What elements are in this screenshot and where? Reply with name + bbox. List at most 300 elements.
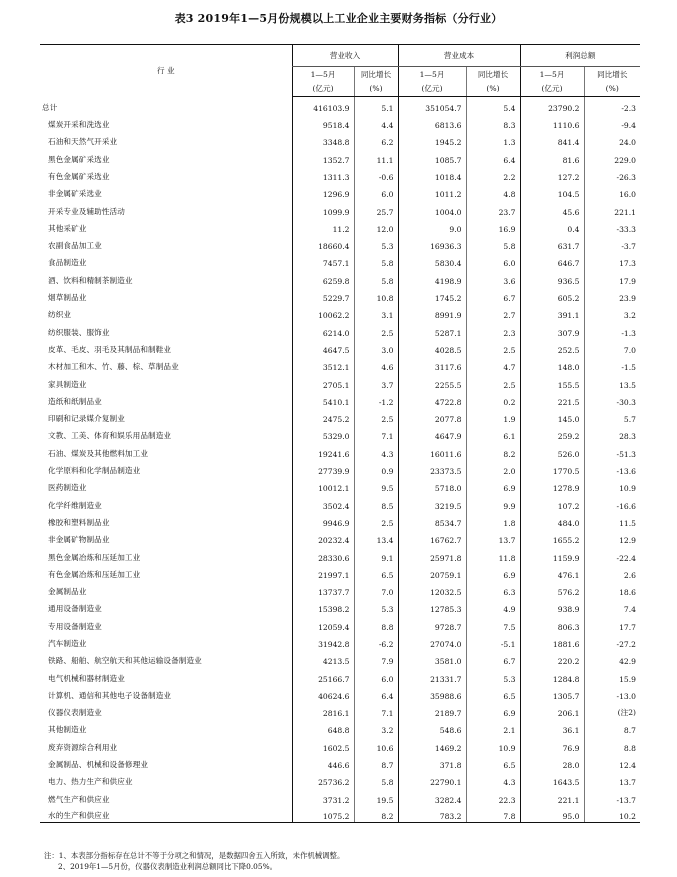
revenue-growth: 8.8 xyxy=(354,615,398,632)
industry-name: 有色金属矿采选业 xyxy=(48,171,110,181)
profit-growth: 2.6 xyxy=(584,564,640,581)
cost-value: 4647.9 xyxy=(398,425,466,442)
table-row xyxy=(40,442,640,459)
cost-growth: 5.3 xyxy=(466,667,520,684)
revenue-unit: (亿元) xyxy=(292,82,354,97)
table-row xyxy=(40,685,640,702)
table-row xyxy=(40,564,640,581)
table-row xyxy=(40,581,640,598)
cost-value: 16011.6 xyxy=(398,442,466,459)
revenue-growth: 6.2 xyxy=(354,131,398,148)
cost-value: 1011.2 xyxy=(398,183,466,200)
table-row xyxy=(40,477,640,494)
revenue-value: 3348.8 xyxy=(292,131,354,148)
cost-growth: 6.4 xyxy=(466,148,520,165)
table-row xyxy=(40,771,640,788)
profit-value: 36.1 xyxy=(520,719,584,736)
profit-value: 28.0 xyxy=(520,754,584,771)
cost-value: 16762.7 xyxy=(398,529,466,546)
revenue-value: 6214.0 xyxy=(292,321,354,338)
cost-growth: 4.3 xyxy=(466,771,520,788)
profit-value: 145.0 xyxy=(520,408,584,425)
revenue-value: 31942.8 xyxy=(292,633,354,650)
revenue-growth-header: 同比增长 xyxy=(354,67,398,82)
revenue-growth: 12.0 xyxy=(354,218,398,235)
profit-value: 1881.6 xyxy=(520,633,584,650)
cost-growth: 5.4 xyxy=(466,97,520,114)
table-row xyxy=(40,667,640,684)
cost-value: 3581.0 xyxy=(398,650,466,667)
industry-name: 纺织业 xyxy=(48,310,72,320)
revenue-value: 5329.0 xyxy=(292,425,354,442)
profit-growth: 24.0 xyxy=(584,131,640,148)
revenue-value: 28330.6 xyxy=(292,546,354,563)
footnote-1: 注：1、本表部分指标存在总计不等于分项之和情况，是数据四舍五入所致，未作机械调整。 xyxy=(44,851,345,860)
industry-name: 水的生产和供应业 xyxy=(40,806,292,823)
cost-growth: -5.1 xyxy=(466,633,520,650)
cost-value: 1018.4 xyxy=(398,166,466,183)
industry-name: 电力、热力生产和供应业 xyxy=(48,777,133,787)
profit-growth: 11.5 xyxy=(584,512,640,529)
profit-growth: -9.4 xyxy=(584,114,640,131)
cost-value: 371.8 xyxy=(398,754,466,771)
revenue-value: 1099.9 xyxy=(292,200,354,217)
cost-growth: 6.5 xyxy=(466,685,520,702)
cost-growth: 2.3 xyxy=(466,321,520,338)
cost-growth: 2.0 xyxy=(466,460,520,477)
cost-growth: 8.2 xyxy=(466,442,520,459)
revenue-value: 21997.1 xyxy=(292,564,354,581)
cost-growth: 7.8 xyxy=(466,806,520,823)
profit-value: 938.9 xyxy=(520,598,584,615)
cost-value: 6813.6 xyxy=(398,114,466,131)
industry-name: 石油和天然气开采业 xyxy=(48,137,118,147)
cost-growth: 4.8 xyxy=(466,183,520,200)
revenue-growth: 5.1 xyxy=(354,97,398,114)
table-row xyxy=(40,391,640,408)
revenue-growth: 2.5 xyxy=(354,321,398,338)
profit-value: 1655.2 xyxy=(520,529,584,546)
revenue-value: 27739.9 xyxy=(292,460,354,477)
table-row xyxy=(40,650,640,667)
cost-growth: 9.9 xyxy=(466,494,520,511)
cost-growth: 22.3 xyxy=(466,788,520,805)
industry-name: 皮革、毛皮、羽毛及其制品和制鞋业 xyxy=(48,344,172,354)
profit-growth: 10.9 xyxy=(584,477,640,494)
revenue-value: 1075.2 xyxy=(292,806,354,823)
cost-growth: 6.7 xyxy=(466,287,520,304)
revenue-value: 416103.9 xyxy=(292,97,354,114)
profit-value: 23790.2 xyxy=(520,97,584,114)
profit-growth-unit: (%) xyxy=(584,82,640,97)
industry-name: 化学纤维制造业 xyxy=(48,500,102,510)
cost-value: 27074.0 xyxy=(398,633,466,650)
industry-name: 废弃资源综合利用业 xyxy=(48,742,118,752)
cost-growth: 6.3 xyxy=(466,581,520,598)
profit-value: 0.4 xyxy=(520,218,584,235)
revenue-growth: 5.3 xyxy=(354,235,398,252)
profit-value: 45.6 xyxy=(520,200,584,217)
profit-growth: 12.9 xyxy=(584,529,640,546)
profit-value: 646.7 xyxy=(520,252,584,269)
profit-value: 1305.7 xyxy=(520,685,584,702)
cost-value: 2189.7 xyxy=(398,702,466,719)
cost-period-header: 1—5月 xyxy=(398,67,466,82)
cost-value: 4722.8 xyxy=(398,391,466,408)
profit-growth-header: 同比增长 xyxy=(584,67,640,82)
revenue-growth: 4.6 xyxy=(354,356,398,373)
cost-growth-unit: (%) xyxy=(466,82,520,97)
revenue-growth: 3.7 xyxy=(354,373,398,390)
revenue-growth: 7.1 xyxy=(354,425,398,442)
profit-growth: -3.7 xyxy=(584,235,640,252)
profit-growth: -13.6 xyxy=(584,460,640,477)
profit-value: 259.2 xyxy=(520,425,584,442)
revenue-growth: 10.6 xyxy=(354,736,398,753)
revenue-value: 20232.4 xyxy=(292,529,354,546)
revenue-growth: 4.4 xyxy=(354,114,398,131)
revenue-value: 2816.1 xyxy=(292,702,354,719)
table-row xyxy=(40,287,640,304)
profit-period-header: 1—5月 xyxy=(520,67,584,82)
revenue-growth: 5.8 xyxy=(354,252,398,269)
revenue-value: 5410.1 xyxy=(292,391,354,408)
table-row xyxy=(40,235,640,252)
table-row xyxy=(40,304,640,321)
cost-value: 9.0 xyxy=(398,218,466,235)
profit-growth: -16.6 xyxy=(584,494,640,511)
cost-growth: 6.1 xyxy=(466,425,520,442)
industry-name: 黑色金属冶炼和压延加工业 xyxy=(48,552,141,562)
profit-value: 95.0 xyxy=(520,806,584,823)
industry-finance-table xyxy=(40,44,640,823)
profit-value: 605.2 xyxy=(520,287,584,304)
table-row xyxy=(40,356,640,373)
table-row xyxy=(40,269,640,286)
industry-name: 烟草制品业 xyxy=(48,293,87,303)
cost-growth: 4.9 xyxy=(466,598,520,615)
profit-value: 1770.5 xyxy=(520,460,584,477)
revenue-growth: 9.1 xyxy=(354,546,398,563)
table-row xyxy=(40,702,640,719)
profit-growth: -27.2 xyxy=(584,633,640,650)
revenue-growth: 7.0 xyxy=(354,581,398,598)
revenue-value: 12059.4 xyxy=(292,615,354,632)
industry-name: 金属制品业 xyxy=(48,587,87,597)
profit-growth: 28.3 xyxy=(584,425,640,442)
revenue-value: 15398.2 xyxy=(292,598,354,615)
cost-value: 12032.5 xyxy=(398,581,466,598)
table-row xyxy=(40,598,640,615)
industry-name: 仪器仪表制造业 xyxy=(48,708,102,718)
cost-growth: 4.7 xyxy=(466,356,520,373)
cost-growth: 0.2 xyxy=(466,391,520,408)
revenue-growth: 3.1 xyxy=(354,304,398,321)
industry-name: 非金属矿采选业 xyxy=(48,189,102,199)
profit-value: 631.7 xyxy=(520,235,584,252)
profit-value: 576.2 xyxy=(520,581,584,598)
cost-growth: 1.3 xyxy=(466,131,520,148)
industry-name: 其他采矿业 xyxy=(48,223,87,233)
cost-value: 1469.2 xyxy=(398,736,466,753)
cost-growth: 2.2 xyxy=(466,166,520,183)
profit-value: 841.4 xyxy=(520,131,584,148)
cost-value: 4198.9 xyxy=(398,269,466,286)
revenue-growth: 6.4 xyxy=(354,685,398,702)
cost-value: 8534.7 xyxy=(398,512,466,529)
revenue-growth: 19.5 xyxy=(354,788,398,805)
revenue-value: 1602.5 xyxy=(292,736,354,753)
revenue-growth: 5.3 xyxy=(354,598,398,615)
industry-name: 金属制品、机械和设备修理业 xyxy=(48,760,149,770)
cost-value: 1004.0 xyxy=(398,200,466,217)
profit-growth: -30.3 xyxy=(584,391,640,408)
cost-value: 5830.4 xyxy=(398,252,466,269)
industry-name: 医药制造业 xyxy=(48,483,87,493)
table-row xyxy=(40,166,640,183)
revenue-growth: 9.5 xyxy=(354,477,398,494)
cost-value: 4028.5 xyxy=(398,339,466,356)
cost-growth: 13.7 xyxy=(466,529,520,546)
table-row xyxy=(40,339,640,356)
cost-growth: 6.0 xyxy=(466,252,520,269)
profit-value: 806.3 xyxy=(520,615,584,632)
profit-value: 221.5 xyxy=(520,391,584,408)
cost-value: 783.2 xyxy=(398,806,466,823)
profit-growth: -33.3 xyxy=(584,218,640,235)
industry-name: 石油、煤炭及其他燃料加工业 xyxy=(48,448,149,458)
profit-growth: 15.9 xyxy=(584,667,640,684)
cost-unit: (亿元) xyxy=(398,82,466,97)
profit-value: 484.0 xyxy=(520,512,584,529)
table-row xyxy=(40,615,640,632)
revenue-value: 4213.5 xyxy=(292,650,354,667)
cost-value: 21331.7 xyxy=(398,667,466,684)
profit-growth: 13.5 xyxy=(584,373,640,390)
cost-value: 22790.1 xyxy=(398,771,466,788)
industry-name: 黑色金属矿采选业 xyxy=(48,154,110,164)
revenue-value: 25166.7 xyxy=(292,667,354,684)
table-row xyxy=(40,321,640,338)
table-row xyxy=(40,529,640,546)
profit-value: 104.5 xyxy=(520,183,584,200)
cost-value: 3117.6 xyxy=(398,356,466,373)
cost-value: 2077.8 xyxy=(398,408,466,425)
table-row xyxy=(40,633,640,650)
table-row xyxy=(40,114,640,131)
revenue-value: 446.6 xyxy=(292,754,354,771)
industry-name: 通用设备制造业 xyxy=(48,604,102,614)
profit-value: 526.0 xyxy=(520,442,584,459)
revenue-growth: 3.2 xyxy=(354,719,398,736)
profit-growth: 17.3 xyxy=(584,252,640,269)
industry-name: 总计 xyxy=(42,102,58,112)
revenue-value: 13737.7 xyxy=(292,581,354,598)
cost-growth: 2.1 xyxy=(466,719,520,736)
table-row xyxy=(40,408,640,425)
profit-growth: 16.0 xyxy=(584,183,640,200)
profit-value: 1643.5 xyxy=(520,771,584,788)
revenue-growth: 6.0 xyxy=(354,183,398,200)
revenue-value: 2705.1 xyxy=(292,373,354,390)
industry-name: 铁路、船舶、航空航天和其他运输设备制造业 xyxy=(48,656,202,666)
revenue-growth: 4.3 xyxy=(354,442,398,459)
table-row xyxy=(40,512,640,529)
cost-group-header: 营业成本 xyxy=(398,45,520,67)
profit-value: 1284.8 xyxy=(520,667,584,684)
industry-name: 造纸和纸制品业 xyxy=(48,396,102,406)
cost-growth: 8.3 xyxy=(466,114,520,131)
revenue-value: 6259.8 xyxy=(292,269,354,286)
cost-value: 1745.2 xyxy=(398,287,466,304)
table-header xyxy=(40,45,640,97)
cost-value: 548.6 xyxy=(398,719,466,736)
industry-name: 橡胶和塑料制品业 xyxy=(48,517,110,527)
table-row xyxy=(40,494,640,511)
cost-growth: 5.8 xyxy=(466,235,520,252)
table-row xyxy=(40,736,640,753)
cost-value: 3219.5 xyxy=(398,494,466,511)
revenue-growth: 10.8 xyxy=(354,287,398,304)
cost-value: 3282.4 xyxy=(398,788,466,805)
table-row xyxy=(40,200,640,217)
industry-name: 汽车制造业 xyxy=(48,639,87,648)
table-row xyxy=(40,754,640,771)
revenue-value: 25736.2 xyxy=(292,771,354,788)
cost-value: 8991.9 xyxy=(398,304,466,321)
cost-growth: 23.7 xyxy=(466,200,520,217)
profit-growth: 17.9 xyxy=(584,269,640,286)
industry-name: 农副食品加工业 xyxy=(48,241,102,251)
revenue-value: 3502.4 xyxy=(292,494,354,511)
cost-value: 35988.6 xyxy=(398,685,466,702)
profit-value: 127.2 xyxy=(520,166,584,183)
cost-value: 25971.8 xyxy=(398,546,466,563)
revenue-value: 5229.7 xyxy=(292,287,354,304)
revenue-growth: 11.1 xyxy=(354,148,398,165)
profit-value: 221.1 xyxy=(520,788,584,805)
profit-growth: 5.7 xyxy=(584,408,640,425)
profit-growth: 7.4 xyxy=(584,598,640,615)
cost-value: 12785.3 xyxy=(398,598,466,615)
footnotes xyxy=(44,850,344,872)
cost-growth: 6.9 xyxy=(466,564,520,581)
table-row xyxy=(40,131,640,148)
profit-growth: 42.9 xyxy=(584,650,640,667)
profit-value: 76.9 xyxy=(520,736,584,753)
industry-name: 专用设备制造业 xyxy=(48,621,102,631)
profit-growth: 18.6 xyxy=(584,581,640,598)
industry-name: 家具制造业 xyxy=(48,379,87,389)
revenue-value: 2475.2 xyxy=(292,408,354,425)
industry-column-header: 行 业 xyxy=(40,45,292,97)
revenue-value: 1311.3 xyxy=(292,166,354,183)
table-row xyxy=(40,148,640,165)
cost-value: 16936.3 xyxy=(398,235,466,252)
table-row xyxy=(40,252,640,269)
revenue-value: 648.8 xyxy=(292,719,354,736)
revenue-growth: 8.2 xyxy=(354,806,398,823)
profit-growth: -1.3 xyxy=(584,321,640,338)
industry-name: 食品制造业 xyxy=(48,258,87,268)
revenue-value: 1296.9 xyxy=(292,183,354,200)
table-row xyxy=(40,806,640,823)
profit-growth: -2.3 xyxy=(584,97,640,114)
cost-growth: 6.7 xyxy=(466,650,520,667)
industry-name: 非金属矿物制品业 xyxy=(48,535,110,545)
cost-growth: 3.6 xyxy=(466,269,520,286)
revenue-growth: 2.5 xyxy=(354,512,398,529)
profit-growth: -26.3 xyxy=(584,166,640,183)
profit-growth: -51.3 xyxy=(584,442,640,459)
cost-value: 2255.5 xyxy=(398,373,466,390)
cost-growth-header: 同比增长 xyxy=(466,67,520,82)
table-row xyxy=(40,97,640,114)
footnote-2: 2、2019年1—5月份，仪器仪表制造业利润总额同比下降0.05%。 xyxy=(58,862,277,871)
cost-value: 5718.0 xyxy=(398,477,466,494)
profit-growth: -13.7 xyxy=(584,788,640,805)
revenue-period-header: 1—5月 xyxy=(292,67,354,82)
cost-growth: 16.9 xyxy=(466,218,520,235)
profit-value: 148.0 xyxy=(520,356,584,373)
revenue-growth: 7.1 xyxy=(354,702,398,719)
industry-name: 计算机、通信和其他电子设备制造业 xyxy=(48,690,172,700)
revenue-growth: 6.0 xyxy=(354,667,398,684)
revenue-value: 7457.1 xyxy=(292,252,354,269)
industry-name: 酒、饮料和精制茶制造业 xyxy=(48,275,133,285)
profit-growth: 8.7 xyxy=(584,719,640,736)
revenue-value: 1352.7 xyxy=(292,148,354,165)
profit-value: 936.5 xyxy=(520,269,584,286)
cost-growth: 6.9 xyxy=(466,702,520,719)
revenue-growth: 0.9 xyxy=(354,460,398,477)
cost-value: 351054.7 xyxy=(398,97,466,114)
cost-growth: 1.8 xyxy=(466,512,520,529)
industry-name: 木材加工和木、竹、藤、棕、草制品业 xyxy=(48,362,179,372)
cost-value: 1945.2 xyxy=(398,131,466,148)
cost-growth: 6.9 xyxy=(466,477,520,494)
profit-growth: -22.4 xyxy=(584,546,640,563)
profit-value: 220.2 xyxy=(520,650,584,667)
industry-name: 印刷和记录媒介复制业 xyxy=(48,414,125,424)
industry-name: 化学原料和化学制品制造业 xyxy=(48,466,141,476)
revenue-growth: -1.2 xyxy=(354,391,398,408)
revenue-growth: 25.7 xyxy=(354,200,398,217)
cost-value: 9728.7 xyxy=(398,615,466,632)
cost-value: 20759.1 xyxy=(398,564,466,581)
industry-name: 有色金属冶炼和压延加工业 xyxy=(48,569,141,579)
table-row xyxy=(40,218,640,235)
revenue-value: 4647.5 xyxy=(292,339,354,356)
cost-value: 5287.1 xyxy=(398,321,466,338)
profit-value: 1159.9 xyxy=(520,546,584,563)
industry-name: 开采专业及辅助性活动 xyxy=(48,206,125,216)
revenue-value: 3731.2 xyxy=(292,788,354,805)
revenue-value: 19241.6 xyxy=(292,442,354,459)
table-row xyxy=(40,373,640,390)
revenue-group-header: 营业收入 xyxy=(292,45,398,67)
table-row xyxy=(40,183,640,200)
profit-value: 107.2 xyxy=(520,494,584,511)
industry-name: 电气机械和器材制造业 xyxy=(48,673,125,683)
profit-value: 252.5 xyxy=(520,339,584,356)
cost-growth: 7.5 xyxy=(466,615,520,632)
profit-growth: -13.0 xyxy=(584,685,640,702)
profit-growth: 13.7 xyxy=(584,771,640,788)
revenue-value: 18660.4 xyxy=(292,235,354,252)
profit-growth: 12.4 xyxy=(584,754,640,771)
revenue-value: 10012.1 xyxy=(292,477,354,494)
